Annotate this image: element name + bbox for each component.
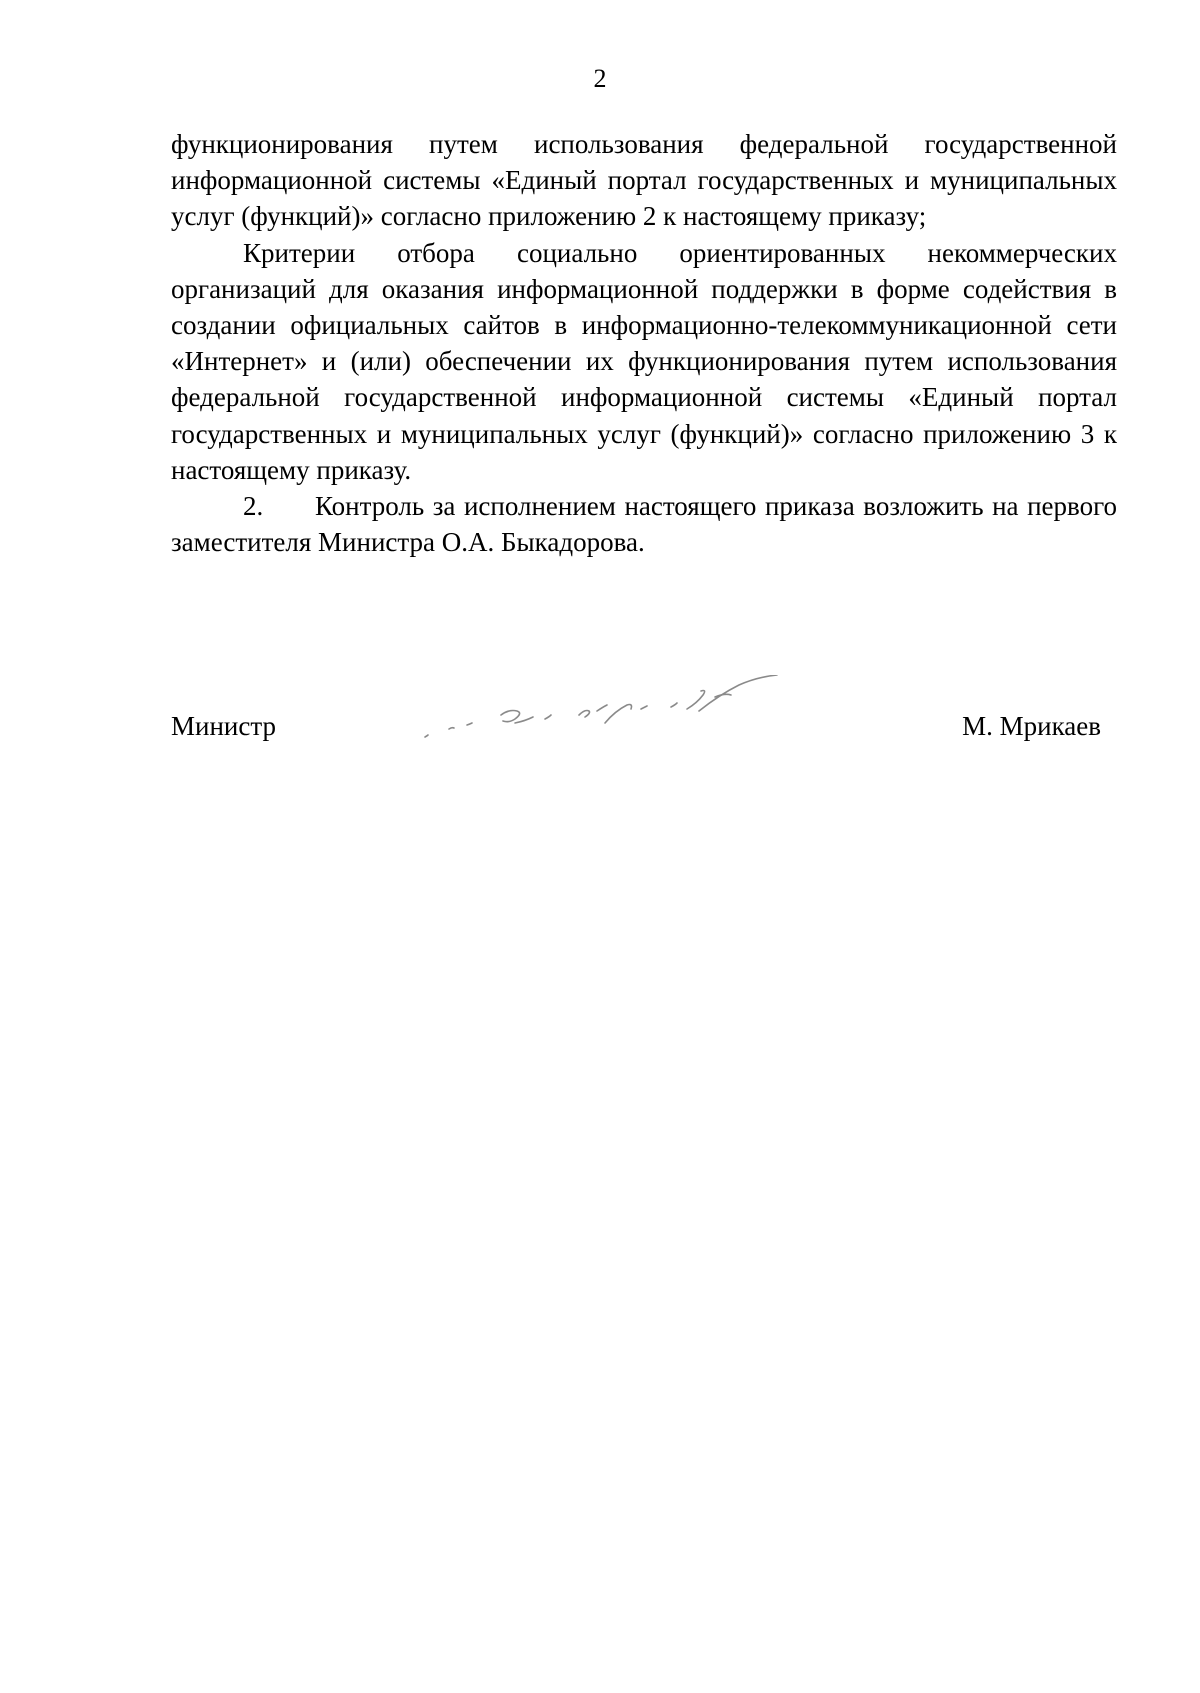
document-body <box>171 126 1117 560</box>
paragraph-continuation: функционирования путем использования федеральной государственной информационной системы «Единый портал государственных и муниципальных услуг (функций)» согласно приложению 2 к настоящему приказу; <box>171 129 1117 232</box>
page-number: 2 <box>593 64 607 93</box>
handwritten-signature <box>419 675 799 755</box>
paragraph-numbered <box>171 488 1117 560</box>
paragraph-numbered-text: Контроль за исполнением настоящего приказа возложить на первого заместителя Министра О.А. Быкадорова. <box>171 491 1117 558</box>
signature-block <box>171 703 1101 763</box>
paragraph-number: 2. <box>243 491 264 522</box>
signatory-title: Министр <box>171 711 276 741</box>
signatory-name: М. Мрикаев <box>962 711 1101 741</box>
paragraph-criteria: Критерии отбора социально ориентированных некоммерческих организаций для оказания информационной поддержки в форме содействия в создании официальных сайтов в информационно-телекоммуникационной сети «Интернет» и (или) обеспечении их функционирования путем использования федеральной государственной информационной системы «Единый портал государственных и муниципальных услуг (функций)» согласно приложению 3 к настоящему приказу. <box>171 237 1117 485</box>
